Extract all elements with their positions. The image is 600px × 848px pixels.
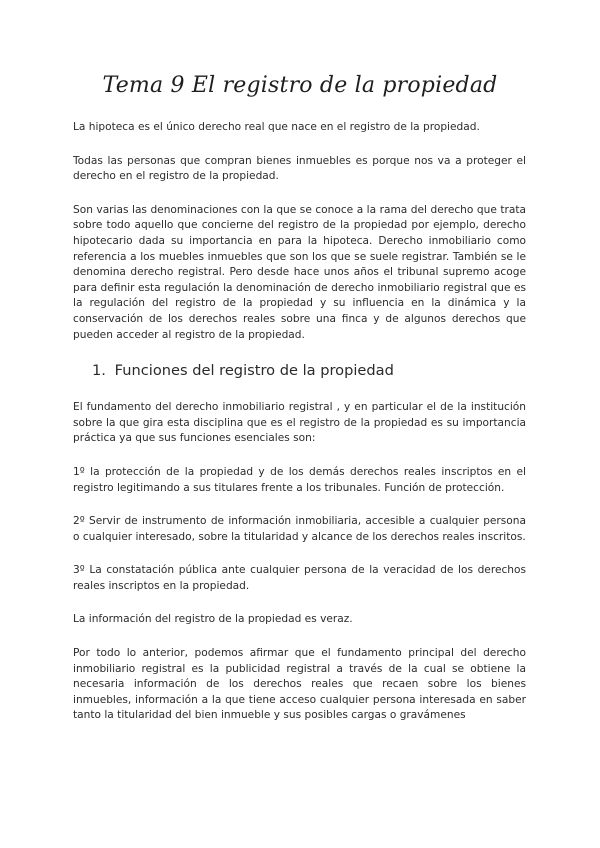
page-title: Tema 9 El registro de la propiedad [102, 73, 498, 98]
intro-paragraph-3: Son varias las denominaciones con la que se conoce a la rama del derecho que trata sobre todo aquello que concierne del registro de la propiedad por ejemplo, derecho hipotecario dada su importancia en para la hipoteca. Derecho inmobiliario como referencia a los muebles inmuebles que son los que se suele registrar. También se le denomina derecho registral. Pero desde hace unos años el tribunal supremo acoge para definir esta regulación la denominación de derecho inmobiliario registral que es la regulación del registro de la propiedad y su influencia en la dinámica y la conservación de los derechos reales sobre una finca y de algunos derechos que pueden acceder al registro de la propiedad. [73, 203, 526, 341]
section-paragraph-1: El fundamento del derecho inmobiliario registral , y en particular el de la institución sobre la que gira esta disciplina que es el registro de la propiedad es su importancia práctica ya que sus funciones esenciales son: [73, 401, 526, 445]
function-item-2: 2º Servir de instrumento de información inmobiliaria, accesible a cualquier persona o cualquier interesado, sobre la titularidad y alcance de los derechos reales inscritos. [73, 515, 526, 543]
section-number: 1. [92, 362, 106, 380]
function-item-1: 1º la protección de la propiedad y de los demás derechos reales inscriptos en el registro legitimando a sus titulares frente a los tribunales. Función de protección. [73, 465, 526, 494]
intro-paragraph-2: Todas las personas que compran bienes inmuebles es porque nos va a proteger el derecho en el registro de la propiedad. [73, 154, 526, 183]
intro-paragraph-1: La hipoteca es el único derecho real que nace en el registro de la propiedad. [73, 121, 480, 133]
function-item-3: 3º La constatación pública ante cualquier persona de la veracidad de los derechos reales inscriptos en la propiedad. [73, 564, 526, 592]
section-paragraph-veracity: La información del registro de la propiedad es veraz. [73, 613, 353, 626]
section-paragraph-conclusion: Por todo lo anterior, podemos afirmar que el fundamento principal del derecho inmobiliario registral es la publicidad registral a través de la cual se obtiene la necesaria información de los derechos reales que recaen sobre los bienes inmuebles, información a la que tiene acceso cualquier persona interesada en saber tanto la titularidad del bien inmueble y sus posibles cargas o gravámenes [73, 647, 526, 722]
document-body [73, 120, 526, 742]
section-heading [92, 361, 526, 381]
section-heading-text: Funciones del registro de la propiedad [114, 362, 394, 380]
